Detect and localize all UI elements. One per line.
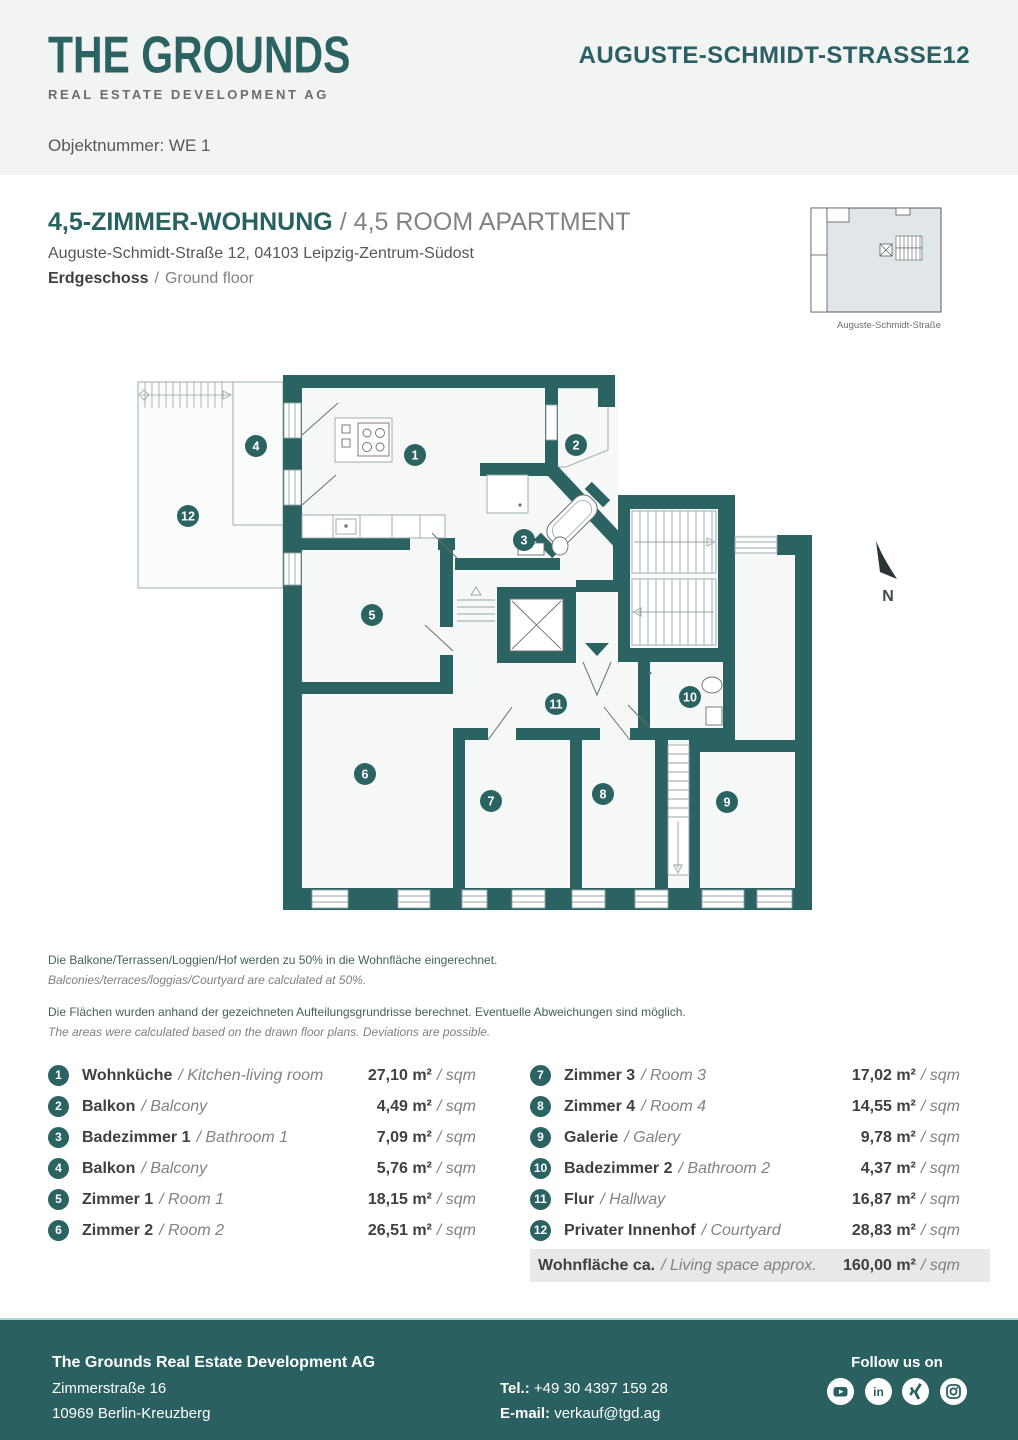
footer-company: The Grounds Real Estate Development AG [52, 1354, 376, 1371]
footer-phone[interactable] [500, 1380, 668, 1397]
room-name-de: Badezimmer 1 [82, 1128, 191, 1146]
room-area: 27,10 m² [367, 1066, 432, 1084]
room-name-de: Zimmer 1 [82, 1190, 154, 1208]
table-row [48, 1215, 476, 1246]
room-area-unit: / sqm [920, 1190, 960, 1208]
north-arrow-icon [876, 541, 897, 605]
row-badge: 9 [530, 1127, 551, 1148]
room-area: 17,02 m² [851, 1066, 916, 1084]
total-label-en: / Living space approx. [661, 1256, 817, 1274]
room-area-unit: / sqm [436, 1097, 476, 1115]
disclaimer-line1-en: Balconies/terraces/loggias/Courtyard are calculated at 50%. [48, 973, 367, 987]
svg-text:3: 3 [520, 533, 528, 548]
room-area-unit: / sqm [436, 1128, 476, 1146]
svg-text:2: 2 [572, 438, 580, 453]
svg-text:7: 7 [487, 794, 495, 809]
logo [48, 26, 373, 102]
room-area-unit: / sqm [436, 1159, 476, 1177]
table-row [530, 1153, 990, 1184]
svg-text:5: 5 [368, 608, 376, 623]
site-map-elevator-icon [880, 244, 892, 256]
room-name-de: Badezimmer 2 [564, 1159, 673, 1177]
room-name-en: / Galery [624, 1128, 681, 1146]
project-title: AUGUSTE-SCHMIDT-STRASSE12 [578, 42, 970, 69]
svg-text:6: 6 [361, 767, 369, 782]
total-area: 160,00 m² [842, 1256, 916, 1274]
table-row [530, 1184, 990, 1215]
header-band [0, 0, 1018, 175]
room-name-en: / Room 2 [159, 1221, 225, 1239]
room-badge-12 [177, 505, 199, 527]
washbasin-icon [706, 707, 722, 725]
room-badge-4 [245, 435, 267, 457]
room-area: 9,78 m² [860, 1128, 916, 1146]
footer-email[interactable] [500, 1405, 660, 1422]
phone-label: Tel.: [500, 1380, 530, 1397]
room-name-de: Privater Innenhof [564, 1221, 696, 1239]
svg-text:9: 9 [723, 795, 731, 810]
table-row [530, 1122, 990, 1153]
gallery-stairs [668, 745, 689, 875]
row-badge: 4 [48, 1158, 69, 1179]
elevator-icon [510, 599, 563, 651]
table-row [530, 1215, 990, 1246]
room-name-de: Zimmer 4 [564, 1097, 636, 1115]
disclaimer-line2-en: The areas were calculated based on the drawn floor plans. Deviations are possible. [48, 1025, 491, 1039]
room-badge-10 [679, 686, 701, 708]
room-area: 26,51 m² [367, 1221, 432, 1239]
toilet-icon [702, 677, 722, 693]
room-name-en: / Room 3 [641, 1066, 707, 1084]
table-row [48, 1091, 476, 1122]
table-row [48, 1122, 476, 1153]
room-name-en: / Balcony [141, 1159, 208, 1177]
title-german: 4,5-ZIMMER-WOHNUNG [48, 208, 333, 236]
room-area-unit: / sqm [436, 1190, 476, 1208]
table-row [530, 1091, 990, 1122]
svg-text:8: 8 [599, 787, 607, 802]
room-name-de: Flur [564, 1190, 595, 1208]
logo-title: THE GROUNDS [48, 26, 351, 85]
courtyard [138, 382, 283, 588]
floor-german: Erdgeschoss [48, 270, 149, 287]
svg-text:12: 12 [181, 509, 195, 524]
room-name-en: / Balcony [141, 1097, 208, 1115]
room-badge-1 [404, 444, 426, 466]
email-address[interactable]: verkauf@tgd.ag [554, 1405, 661, 1422]
address-line: Auguste-Schmidt-Straße 12, 04103 Leipzig-Zentrum-Südost [48, 245, 474, 262]
floor-line [48, 270, 631, 288]
shower-icon [487, 475, 528, 513]
row-badge: 11 [530, 1189, 551, 1210]
room-area-unit: / sqm [920, 1066, 960, 1084]
instagram-icon[interactable] [940, 1378, 967, 1405]
total-area-unit: / sqm [920, 1256, 960, 1274]
room-area-unit: / sqm [920, 1159, 960, 1177]
row-badge: 5 [48, 1189, 69, 1210]
follow-us-label: Follow us on [851, 1354, 943, 1371]
room-area-unit: / sqm [920, 1097, 960, 1115]
table-row [48, 1184, 476, 1215]
social-icons [827, 1378, 967, 1405]
living-space-total [530, 1249, 990, 1282]
room-name-de: Zimmer 2 [82, 1221, 154, 1239]
room-badge-3 [513, 529, 535, 551]
title-english: 4,5 ROOM APARTMENT [353, 208, 631, 236]
room-badge-11 [545, 693, 567, 715]
floor-english: Ground floor [164, 270, 254, 287]
room-area: 5,76 m² [376, 1159, 432, 1177]
row-badge: 10 [530, 1158, 551, 1179]
youtube-icon[interactable] [827, 1378, 854, 1405]
site-map-street-label: Auguste-Schmidt-Straße [836, 320, 942, 331]
room-name-de: Galerie [564, 1128, 619, 1146]
svg-text:11: 11 [549, 697, 563, 712]
floor-plan [0, 355, 1018, 985]
row-badge: 12 [530, 1220, 551, 1241]
room-name-en: / Kitchen-living room [178, 1066, 324, 1084]
room-name-en: / Courtyard [701, 1221, 781, 1239]
title-separator: / [339, 208, 347, 236]
row-badge: 6 [48, 1220, 69, 1241]
table-row [48, 1153, 476, 1184]
room-area: 28,83 m² [851, 1221, 916, 1239]
site-map-stairs-icon [896, 236, 922, 260]
title-block [48, 208, 631, 288]
footer [0, 1318, 1018, 1440]
room-name-de: Zimmer 3 [564, 1066, 636, 1084]
site-map-building [811, 208, 941, 312]
room-area: 7,09 m² [376, 1128, 432, 1146]
xing-icon[interactable] [902, 1378, 929, 1405]
row-badge: 8 [530, 1096, 551, 1117]
floor-separator: / [154, 270, 159, 287]
object-number: Objektnummer: WE 1 [48, 136, 211, 155]
room-area-unit: / sqm [436, 1066, 476, 1084]
row-badge: 1 [48, 1065, 69, 1086]
room-name-de: Balkon [82, 1097, 136, 1115]
row-badge: 3 [48, 1127, 69, 1148]
room-area-unit: / sqm [436, 1221, 476, 1239]
room-badge-9 [716, 791, 738, 813]
north-label: N [882, 588, 894, 605]
row-badge: 2 [48, 1096, 69, 1117]
footer-city: 10969 Berlin-Kreuzberg [52, 1405, 211, 1422]
room-area: 16,87 m² [851, 1190, 916, 1208]
room-area-unit: / sqm [920, 1221, 960, 1239]
room-badge-8 [592, 783, 614, 805]
room-area-unit: / sqm [920, 1128, 960, 1146]
logo-subtitle: REAL ESTATE DEVELOPMENT AG [48, 87, 329, 102]
footer-street: Zimmerstraße 16 [52, 1380, 167, 1397]
svg-text:1: 1 [411, 448, 419, 463]
kitchen-island [335, 418, 392, 462]
disclaimer [48, 950, 686, 1042]
room-table-left-column [48, 1060, 476, 1246]
room-table-right-column [530, 1060, 990, 1282]
room-name-en: / Bathroom 2 [678, 1159, 771, 1177]
svg-text:10: 10 [683, 690, 697, 705]
room-name-en: / Hallway [600, 1190, 666, 1208]
room-area: 4,37 m² [860, 1159, 916, 1177]
room-badge-2 [565, 434, 587, 456]
kitchen-counter [302, 515, 445, 538]
room-area: 14,55 m² [851, 1097, 916, 1115]
linkedin-icon[interactable] [865, 1378, 892, 1405]
table-row [48, 1060, 476, 1091]
room-name-en: / Room 4 [641, 1097, 707, 1115]
phone-number[interactable]: +49 30 4397 159 28 [533, 1380, 668, 1397]
total-label-de: Wohnfläche ca. [538, 1256, 656, 1274]
toilet-icon [552, 537, 568, 555]
room-badge-5 [361, 604, 383, 626]
email-label: E-mail: [500, 1405, 551, 1422]
row-badge: 7 [530, 1065, 551, 1086]
room-badge-6 [354, 763, 376, 785]
disclaimer-line1-de: Die Balkone/Terrassen/Loggien/Hof werden zu 50% in die Wohnfläche eingerechnet. [48, 953, 498, 967]
room-name-de: Balkon [82, 1159, 136, 1177]
svg-text:4: 4 [252, 439, 260, 454]
site-map [800, 200, 980, 345]
room-badge-7 [480, 790, 502, 812]
room-name-en: / Bathroom 1 [196, 1128, 289, 1146]
page-title [48, 208, 631, 236]
room-area: 18,15 m² [367, 1190, 432, 1208]
table-row [530, 1060, 990, 1091]
room-area: 4,49 m² [376, 1097, 432, 1115]
room-name-de: Wohnküche [82, 1066, 173, 1084]
disclaimer-line2-de: Die Flächen wurden anhand der gezeichneten Aufteilungsgrundrisse berechnet. Eventuelle Abweichungen sind möglich. [48, 1005, 686, 1019]
room-name-en: / Room 1 [159, 1190, 225, 1208]
svg-text:in: in [872, 1385, 884, 1399]
